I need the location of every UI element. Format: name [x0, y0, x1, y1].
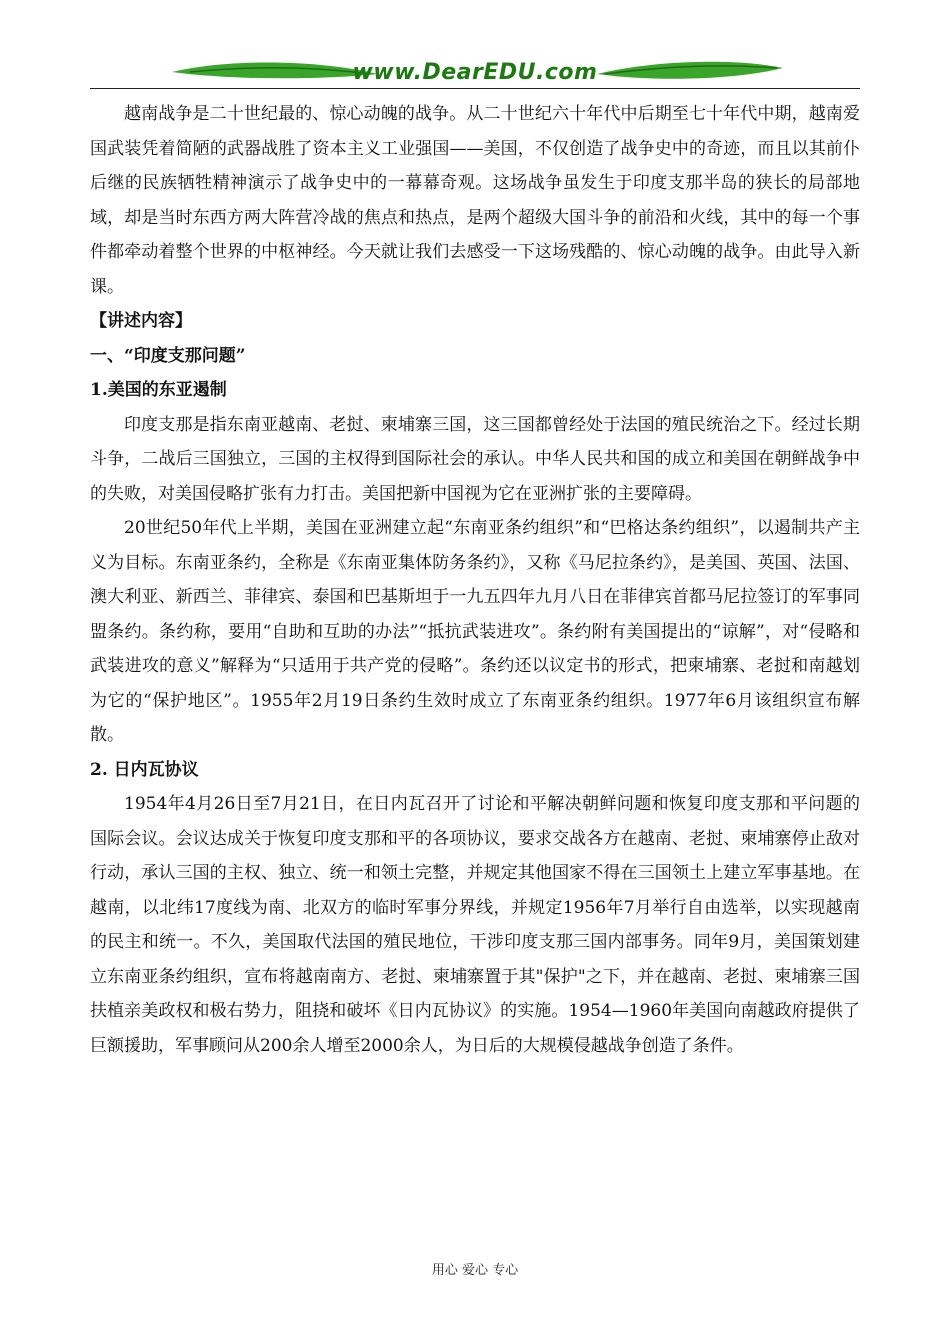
site-header [90, 58, 860, 90]
intro-paragraph: 越南战争是二十世纪最的、惊心动魄的战争。从二十世纪六十年代中后期至七十年代中期，越南爱国武装凭着简陋的武器战胜了资本主义工业强国——美国，不仅创造了战争史中的奇迹，而且以其前仆后继的民族牺牲精神演示了战争史中的一幕幕奇观。这场战争虽发生于印度支那半岛的狭长的局部地域，却是当时东西方两大阵营冷战的焦点和热点，是两个超级大国斗争的前沿和火线，其中的每一个事件都牵动着整个世界的中枢神经。今天就让我们去感受一下这场残酷的、惊心动魄的战争。由此导入新课。 [90, 104, 860, 297]
subsection-heading-1: 1.美国的东亚遏制 [90, 380, 227, 400]
subsection-heading-2: 2. 日内瓦协议 [90, 759, 199, 780]
section-heading-1: 一、“印度支那问题” [90, 345, 246, 366]
header-rule [90, 88, 860, 89]
body-paragraph: 20世纪50年代上半期，美国在亚洲建立起“东南亚条约组织”和“巴格达条约组织”，以遏制共产主义为目标。东南亚条约，全称是《东南亚集体防务条约》，又称《马尼拉条约》，是美国、英国、法国、澳大利亚、新西兰、菲律宾、泰国和巴基斯坦于一九五四年九月八日在菲律宾首都马尼拉签订的军事同盟条约。条约称，要用“自助和互助的办法”“抵抗武装进攻”。条约附有美国提出的“谅解”，对“侵略和武装进攻的意义”解释为“只适用于共产党的侵略”。条约还以议定书的形式，把柬埔寨、老挝和南越划为它的“保护地区”。1955年2月19日条约生效时成立了东南亚条约组织。1977年6月该组织宣布解散。 [90, 518, 860, 745]
page-footer: 用心 爱心 专心 [431, 1263, 519, 1278]
right-leaf-decoration [595, 58, 785, 82]
body-paragraph: 1954年4月26日至7月21日，在日内瓦召开了讨论和平解决朝鲜问题和恢复印度支那和平问题的国际会议。会议达成关于恢复印度支那和平的各项协议，要求交战各方在越南、老挝、柬埔寨停止敌对行动，承认三国的主权、独立、统一和领土完整，并规定其他国家不得在三国领土上建立军事基地。在越南，以北纬17度线为南、北双方的临时军事分界线，并规定1956年7月举行自由选举，以实现越南的民主和统一。不久，美国取代法国的殖民地位，干涉印度支那三国内部事务。同年9月，美国策划建立东南亚条约组织，宣布将越南南方、老挝、柬埔寨置于其"保护"之下，并在越南、老挝、柬埔寨三国扶植亲美政权和极右势力，阻挠和破坏《日内瓦协议》的实施。1954—1960年美国向南越政府提供了巨额援助，军事顾问从200余人增至2000余人，为日后的大规模侵越战争创造了条件。 [90, 794, 860, 1056]
document-body [90, 97, 860, 1063]
site-logo[interactable]: www.DearEDU.com [352, 60, 598, 85]
section-label: 【讲述内容】 [90, 311, 192, 331]
body-paragraph: 印度支那是指东南亚越南、老挝、柬埔寨三国，这三国都曾经处于法国的殖民统治之下。经过长期斗争，二战后三国独立，三国的主权得到国际社会的承认。中华人民共和国的成立和美国在朝鲜战争中的失败，对美国侵略扩张有力打击。美国把新中国视为它在亚洲扩张的主要障碍。 [90, 414, 860, 504]
